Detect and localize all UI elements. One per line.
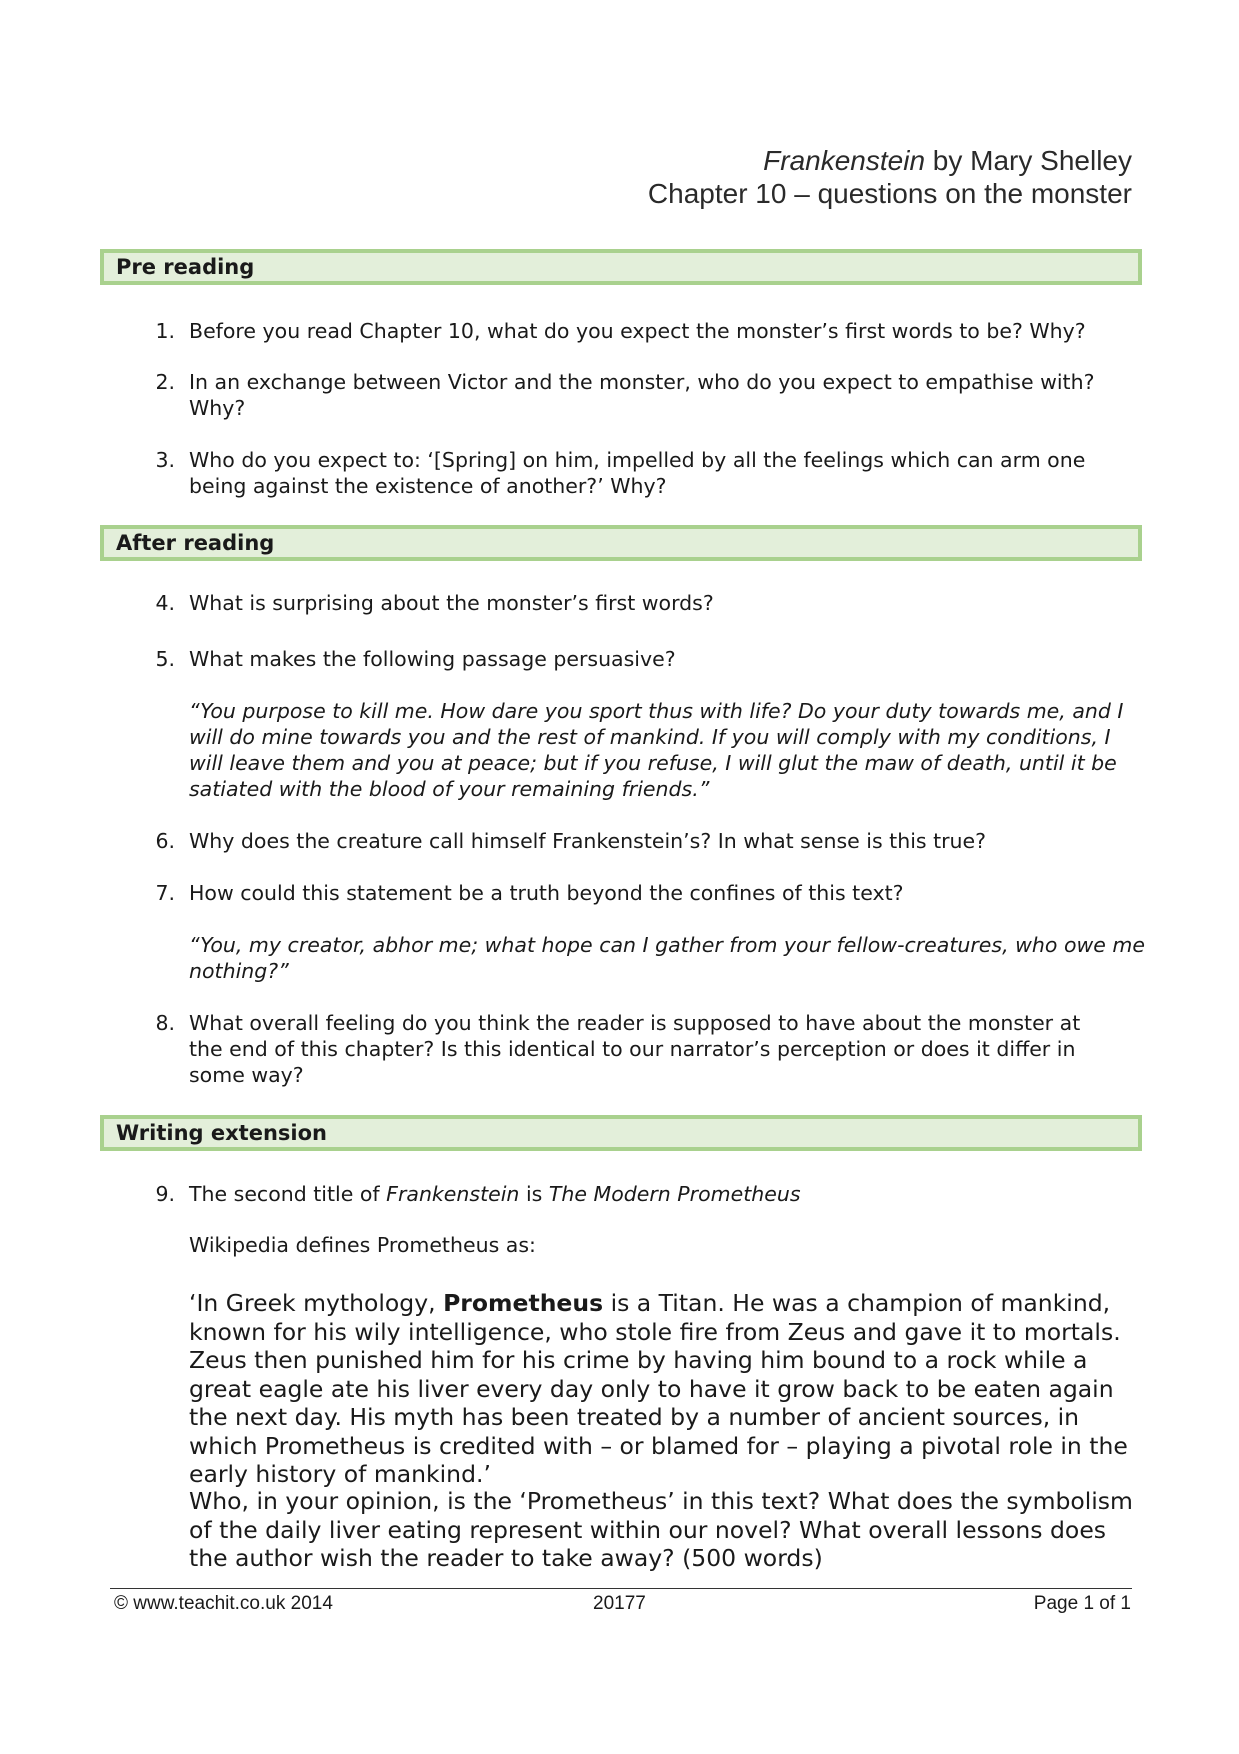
- book-title: Frankenstein: [763, 145, 926, 176]
- writing-task: Who, in your opinion, is the ‘Prometheus’ in this text? What does the symbolism of the daily liver eating represent within our novel? What overall lessons does the author wish the reader to take away? (500 words): [189, 1487, 1133, 1572]
- question-text: How could this statement be a truth beyond the confines of this text?: [189, 881, 904, 905]
- question-number: 8.: [155, 1011, 175, 1035]
- second-title-italic: The Modern Prometheus: [548, 1182, 801, 1206]
- question-text: Before you read Chapter 10, what do you expect the monster’s first words to be? Why?: [189, 319, 1086, 343]
- section-pre-reading: Pre reading: [100, 249, 1142, 285]
- footer-page-number: Page 1 of 1: [1033, 1593, 1131, 1614]
- question-text: [189, 1181, 1110, 1207]
- document-title: [648, 144, 1132, 210]
- footer-divider: [110, 1588, 1132, 1589]
- question-number: 5.: [155, 647, 175, 671]
- quote-passage-q5: “You purpose to kill me. How dare you sport thus with life? Do your duty towards me, and I will do mine towards you and the rest of mankind. If you will comply with my conditions, I will leave them and you at peace; but if you refuse, I will glut the maw of death, until it be satiated with the blood of your remaining friends.”: [189, 699, 1124, 801]
- quote-statement-q7: “You, my creator, abhor me; what hope can I gather from your fellow-creatures, who owe me nothing?”: [189, 933, 1145, 983]
- section-writing-extension: Writing extension: [100, 1115, 1142, 1151]
- question-text: Who do you expect to: ‘[Spring] on him, impelled by all the feelings which can arm one being against the existence of another?’ Why?: [189, 448, 1086, 498]
- definition-part: ‘In Greek mythology,: [189, 1289, 444, 1317]
- question-text-part: is: [519, 1182, 549, 1206]
- title-line: [648, 144, 1132, 177]
- subtitle: Chapter 10 – questions on the monster: [647, 178, 1132, 209]
- definition-part: is a Titan. He was a champion of mankind, known for his wily intelligence, who stole fire from Zeus and gave it to mortals. Zeus then punished him for his crime by having him bound to a rock while a great eagle ate his liver every day only to have it grow back to be eaten again the next day. His myth has been treated by a number of ancient sources, in which Prometheus is credited with – or blamed for – playing a pivotal role in the early history of mankind.’: [189, 1289, 1128, 1488]
- question-number: 3.: [155, 448, 175, 472]
- question-number: 6.: [155, 829, 175, 853]
- question-text: In an exchange between Victor and the monster, who do you expect to empathise with? Why?: [189, 370, 1095, 420]
- question-number: 1.: [155, 319, 175, 343]
- wikipedia-intro: Wikipedia defines Prometheus as:: [189, 1233, 536, 1257]
- prometheus-definition: [189, 1289, 1149, 1489]
- definition-bold-term: Prometheus: [443, 1289, 604, 1317]
- section-after-reading: After reading: [100, 525, 1142, 561]
- question-number: 7.: [155, 881, 175, 905]
- question-text: What overall feeling do you think the reader is supposed to have about the monster at the end of this chapter? Is this identical to our narrator’s perception or does it differ in some way?: [189, 1011, 1081, 1087]
- question-text-part: The second title of: [189, 1182, 387, 1206]
- footer-resource-code: 20177: [593, 1593, 646, 1614]
- author-text: by Mary Shelley: [925, 145, 1132, 176]
- question-text: Why does the creature call himself Frankenstein’s? In what sense is this true?: [189, 829, 987, 853]
- question-text: What is surprising about the monster’s first words?: [189, 591, 714, 615]
- footer-copyright: © www.teachit.co.uk 2014: [114, 1593, 333, 1614]
- question-number: 9.: [155, 1182, 175, 1206]
- question-number: 2.: [155, 370, 175, 394]
- question-text: What makes the following passage persuasive?: [189, 647, 676, 671]
- book-title-italic: Frankenstein: [386, 1182, 520, 1206]
- question-number: 4.: [155, 591, 175, 615]
